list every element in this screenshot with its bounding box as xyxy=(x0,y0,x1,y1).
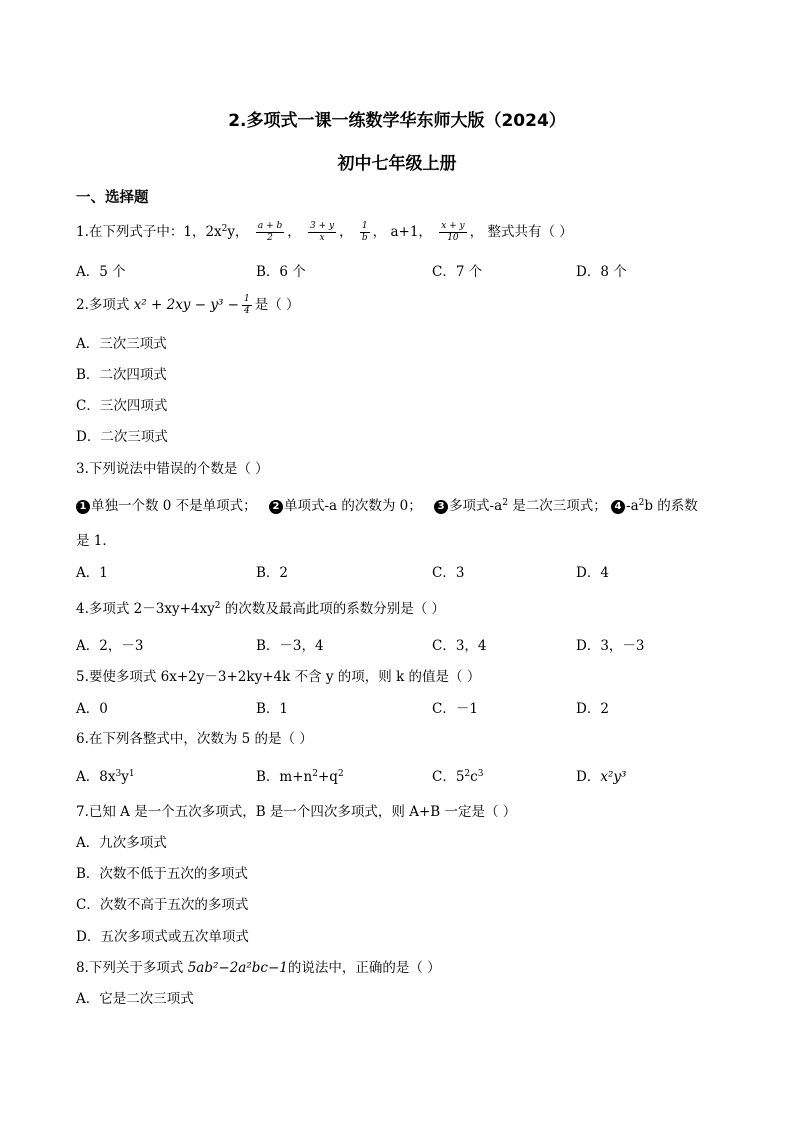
question-5-option-d[interactable]: D．2 xyxy=(576,701,609,717)
question-2-option-a[interactable]: A．三次三项式 xyxy=(76,336,167,352)
question-6-option-d[interactable]: D．x²y³ xyxy=(576,769,627,785)
question-7-stem: 7.已知 A 是一个五次多项式，B 是一个四次多项式，则 A+B 一定是（ ） xyxy=(76,804,517,820)
question-3-option-b[interactable]: B．2 xyxy=(256,565,289,581)
question-3-option-d[interactable]: D．4 xyxy=(576,565,609,581)
circled-number: 2 xyxy=(269,500,283,514)
question-3-statements: 1 单独一个数 0 不是单项式； 2 单项式-a 的次数为 0； 3 多项式$-a^2$ 是二次三项式； 4 $-a^2b$ 的系数 xyxy=(76,494,698,514)
question-1-stem: 1.在下列式子中：1，$2x^2y$， $\frac{a + b}{2}$ ， $\frac{3 + y}{x}$ ， $\frac{1}{b}$ ， a+1， $\frac{x + y}{10}$ ， 整式共有（ ） xyxy=(76,221,573,243)
question-6-stem: 6.在下列各整式中，次数为 5 的是（ ） xyxy=(76,731,313,747)
circled-number: 1 xyxy=(76,500,90,514)
circled-number: 3 xyxy=(434,500,448,514)
question-1-option-b[interactable]: B．6 个 xyxy=(256,264,306,280)
question-4-option-a[interactable]: A．2，－3 xyxy=(76,638,144,654)
question-6-option-a[interactable]: A．$8x^3y^1$ xyxy=(76,769,135,785)
question-2-option-d[interactable]: D．二次三项式 xyxy=(76,429,168,445)
question-1-option-d[interactable]: D．8 个 xyxy=(576,264,627,280)
fraction: $\frac{1}{b}$ xyxy=(361,221,368,243)
question-2-option-b[interactable]: B．二次四项式 xyxy=(76,367,167,383)
question-5-stem: 5.要使多项式 6x+2y－3+2ky+4k 不含 y 的项，则 k 的值是（ ） xyxy=(76,669,481,685)
question-8-stem: 8.下列关于多项式 5ab²−2a²bc−1的说法中，正确的是（ ） xyxy=(76,960,441,976)
question-4-option-d[interactable]: D．3，－3 xyxy=(576,638,645,654)
question-3-statements-continued: 是 1． xyxy=(76,533,116,549)
fraction: $\frac{x + y}{10}$ xyxy=(441,221,465,243)
circled-number: 4 xyxy=(611,500,625,514)
question-5-option-c[interactable]: C．－1 xyxy=(432,701,478,717)
question-7-option-a[interactable]: A．九次多项式 xyxy=(76,835,167,851)
fraction: $\frac{a + b}{2}$ xyxy=(257,221,283,243)
question-7-option-d[interactable]: D．五次多项式或五次单项式 xyxy=(76,929,249,945)
question-6-option-b[interactable]: B．$m+n^2+q^2$ xyxy=(256,769,344,785)
question-3-stem: 3.下列说法中错误的个数是（ ） xyxy=(76,461,269,477)
question-5-option-a[interactable]: A．0 xyxy=(76,701,108,717)
question-4-stem: 4.多项式 $2-3xy+4xy^2$ 的次数及最高此项的系数分别是（ ） xyxy=(76,601,446,617)
fraction: $\frac{1}{4}$ xyxy=(243,294,250,316)
question-1-option-a[interactable]: A．5 个 xyxy=(76,264,126,280)
document-title: 2.多项式一课一练数学华东师大版（2024） xyxy=(228,111,566,131)
question-5-option-b[interactable]: B．1 xyxy=(256,701,289,717)
question-3-option-a[interactable]: A．1 xyxy=(76,565,108,581)
question-4-option-c[interactable]: C．3，4 xyxy=(432,638,487,654)
question-3-option-c[interactable]: C．3 xyxy=(432,565,465,581)
question-2-stem: 2.多项式 x² + 2xy − y³ − $\frac{1}{4}$ 是（ ） xyxy=(76,294,300,316)
question-7-option-b[interactable]: B．次数不低于五次的多项式 xyxy=(76,866,248,882)
section-heading: 一、选择题 xyxy=(76,190,149,206)
fraction: $\frac{3 + y}{x}$ xyxy=(310,221,335,243)
question-6-option-c[interactable]: C．$5^2c^3$ xyxy=(432,769,484,785)
question-7-option-c[interactable]: C．次数不高于五次的多项式 xyxy=(76,897,249,913)
question-1-option-c[interactable]: C．7 个 xyxy=(432,264,483,280)
question-8-option-a[interactable]: A．它是二次三项式 xyxy=(76,991,194,1007)
question-2-option-c[interactable]: C．三次四项式 xyxy=(76,398,168,414)
question-4-option-b[interactable]: B．－3，4 xyxy=(256,638,324,654)
document-subtitle: 初中七年级上册 xyxy=(337,154,457,174)
